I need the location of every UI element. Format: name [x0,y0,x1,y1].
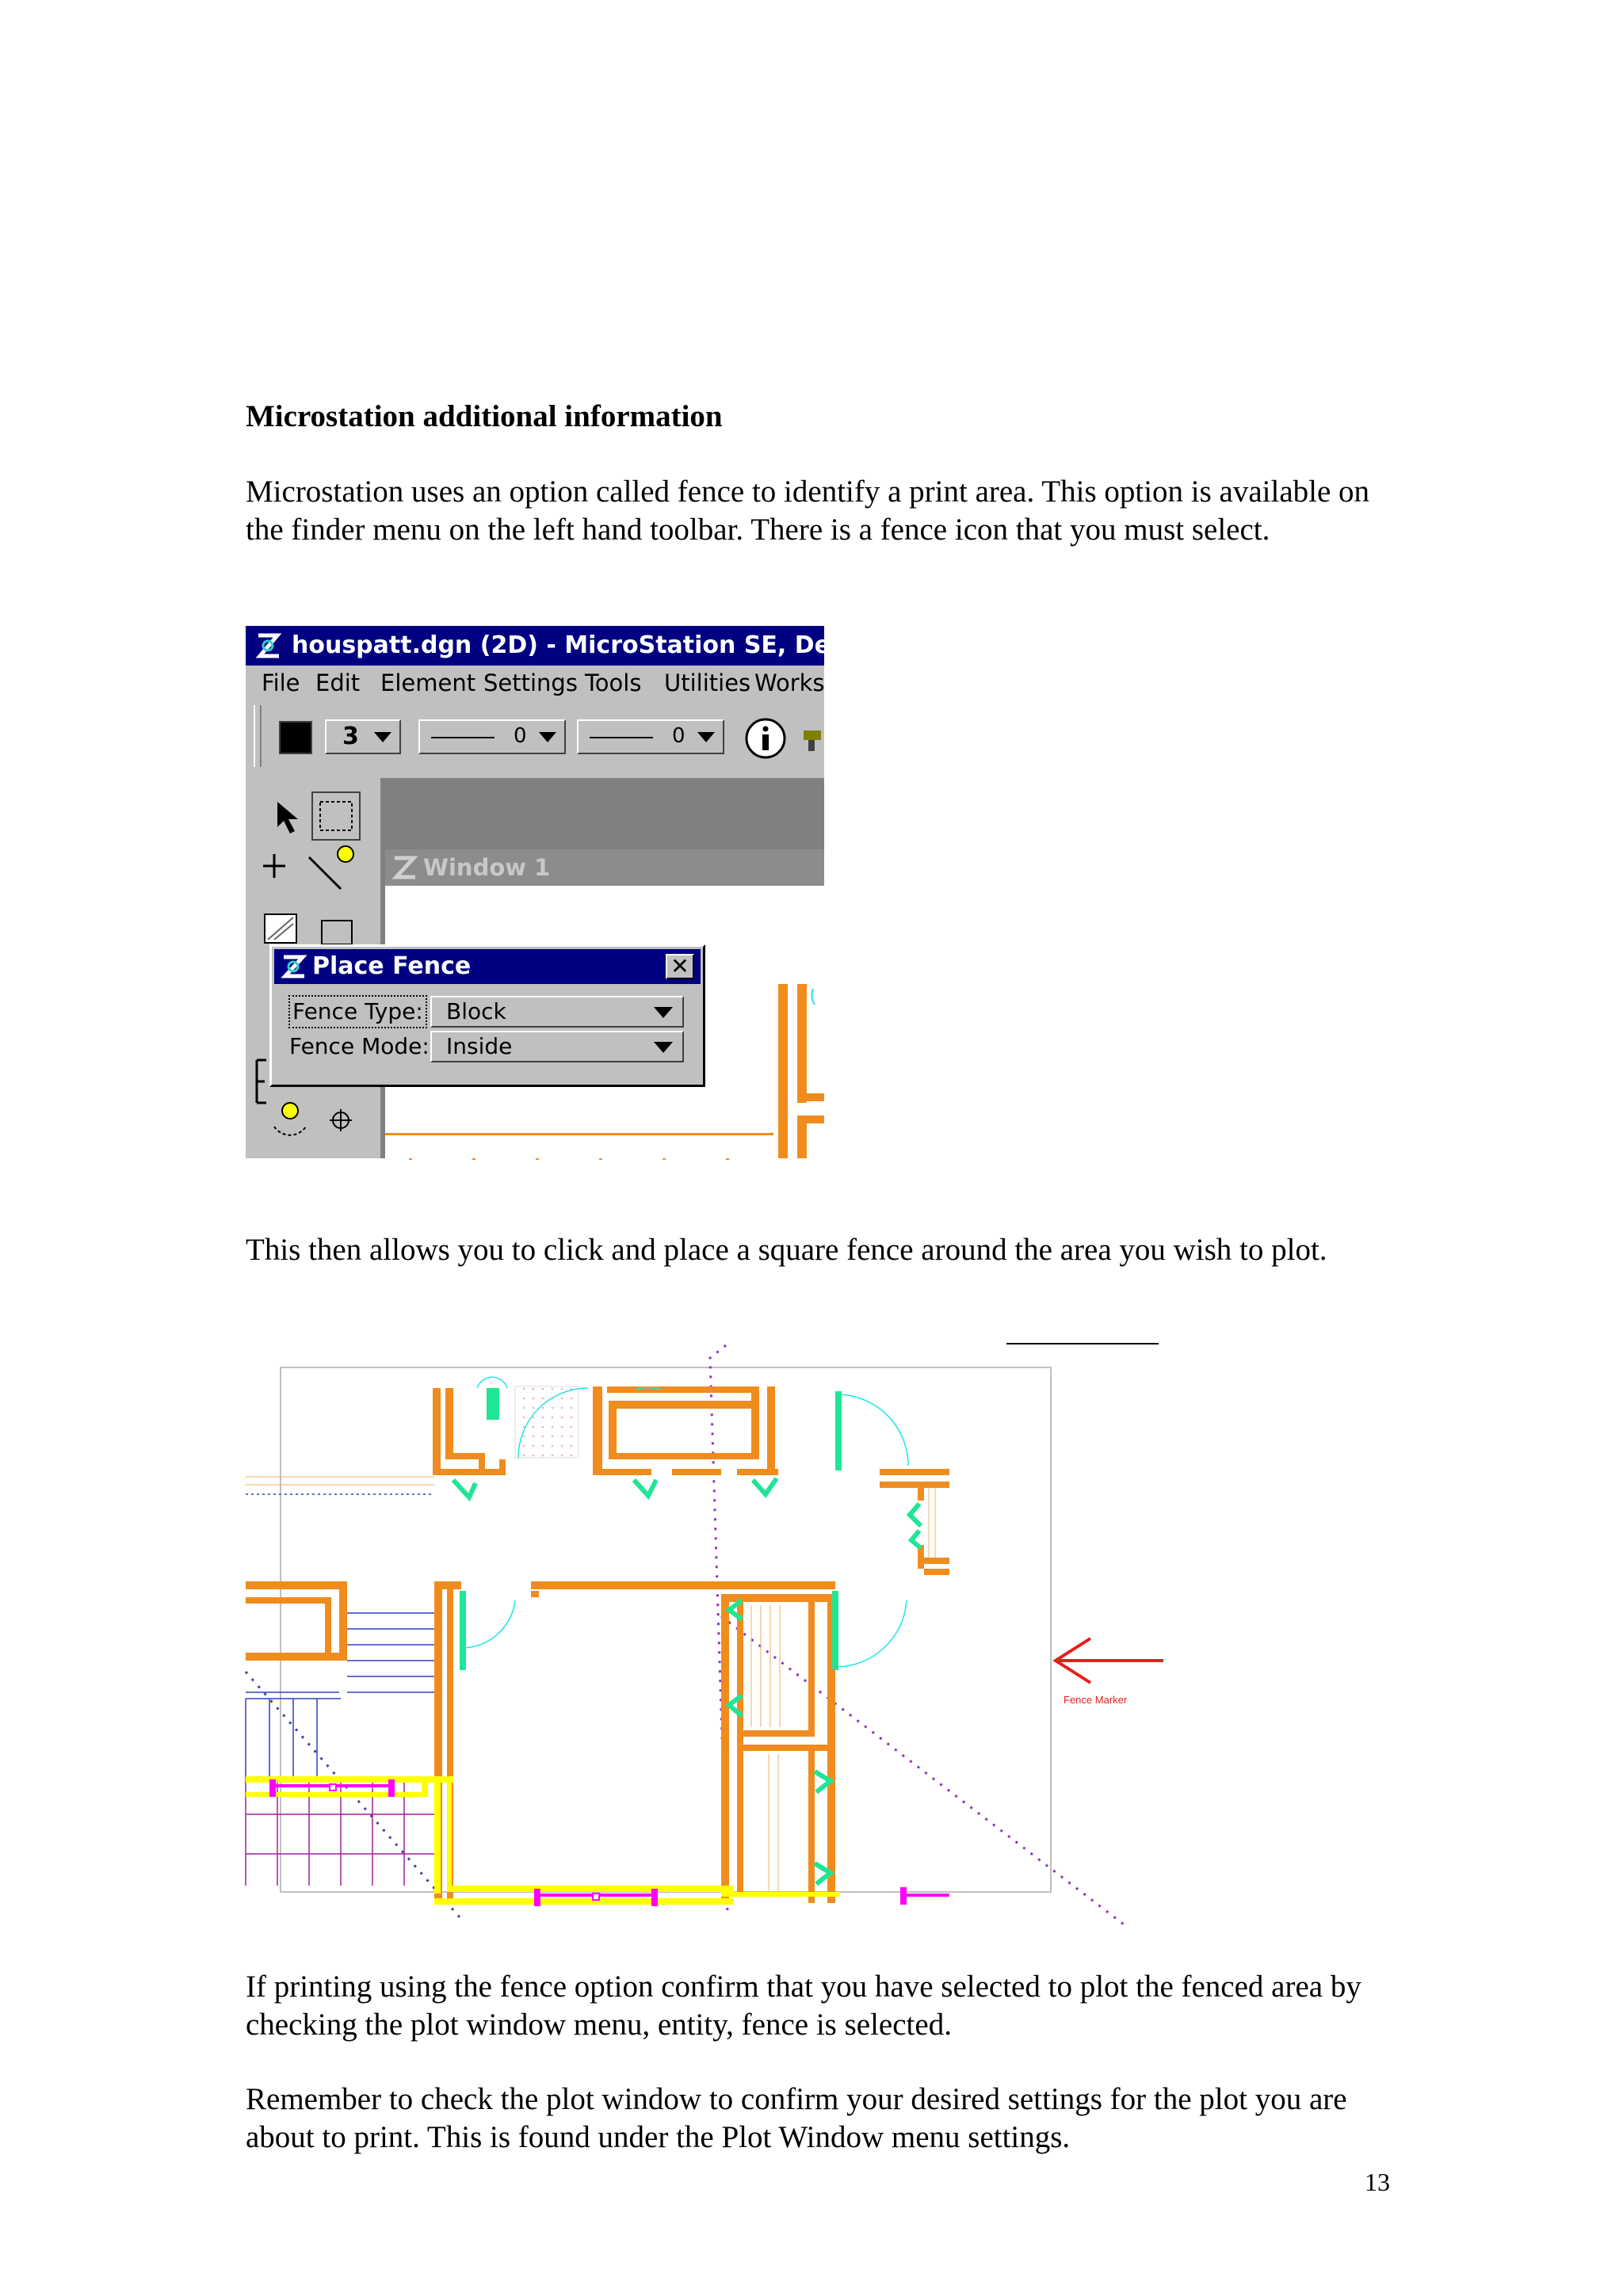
place-fence-title-bar [274,949,701,984]
fence-marker-label: Fence Marker [1064,1694,1128,1706]
line-weight-value: 0 [672,724,685,748]
menu-bar [246,666,824,700]
menu-tools[interactable]: Tools [585,669,642,696]
fence-type-value: Block [446,998,506,1024]
level-value: 3 [342,723,359,750]
line-style-sample [431,737,495,738]
fence-mode-select[interactable] [430,1031,684,1062]
line-weight-sample [590,737,653,738]
fence-confirm-paragraph: If printing using the fence option confirm that you have selected to plot the fenced area by checking the plot window menu, entity, fence is selected. [246,1970,1361,2042]
place-fence-dialog [269,944,705,1087]
chevron-down-icon [374,732,391,742]
chevron-down-icon [654,1007,673,1018]
line-style-combo[interactable] [418,719,566,754]
info-icon[interactable] [743,716,791,761]
fence-mode-label: Fence Mode: [289,1033,430,1059]
intro-paragraph: Microstation uses an option called fence to identify a print area. This option is available on the finder menu on the left hand toolbar. There is a fence icon that you must select. [246,475,1370,547]
microstation-logo-icon [390,854,418,881]
menu-edit[interactable]: Edit [315,669,361,696]
line-style-value: 0 [514,724,527,748]
chevron-down-icon [697,732,715,742]
app-title-bar [246,626,914,666]
chevron-down-icon [654,1042,673,1053]
menu-file[interactable]: File [262,669,300,696]
fence-marker-arrow-icon [1056,1638,1163,1683]
window-1-title-bar [385,849,824,886]
toolbar-grip [254,705,262,767]
section-heading: Microstation additional information [246,399,723,433]
fence-type-select[interactable] [430,996,684,1028]
microstation-screenshot [246,626,914,1158]
microstation-logo-icon [279,952,307,981]
place-fence-title: Place Fence [312,952,472,980]
menu-settings[interactable]: Settings [483,669,578,696]
fence-floorplan-figure [246,1339,1165,1933]
page-number: 13 [1365,2168,1390,2196]
plot-window-paragraph: Remember to check the plot window to confirm your desired settings for the plot you are about to print. This is found under the Plot Window menu settings. [246,2082,1347,2154]
app-title: houspatt.dgn (2D) - MicroStation SE, Demo Ve [292,631,914,659]
window-1-title: Window 1 [423,854,551,881]
fence-mode-value: Inside [446,1033,513,1059]
floorplan-drawing [246,1339,1165,1933]
menu-element[interactable]: Element [380,669,476,696]
fence-type-label: Fence Type: [289,996,426,1028]
chevron-down-icon [539,732,556,742]
color-swatch[interactable] [279,721,312,754]
microstation-logo-icon [252,631,284,661]
close-icon[interactable]: ✕ [666,954,694,979]
line-weight-combo[interactable] [577,719,724,754]
attributes-toolbar [246,700,824,772]
toolbar-tool-icon[interactable] [800,723,824,754]
level-combo[interactable] [325,719,401,754]
menu-utilities[interactable]: Utilities [664,669,751,696]
menu-workspace[interactable]: Works [754,669,825,696]
fence-placement-paragraph: This then allows you to click and place a square fence around the area you wish to plot. [246,1233,1327,1267]
